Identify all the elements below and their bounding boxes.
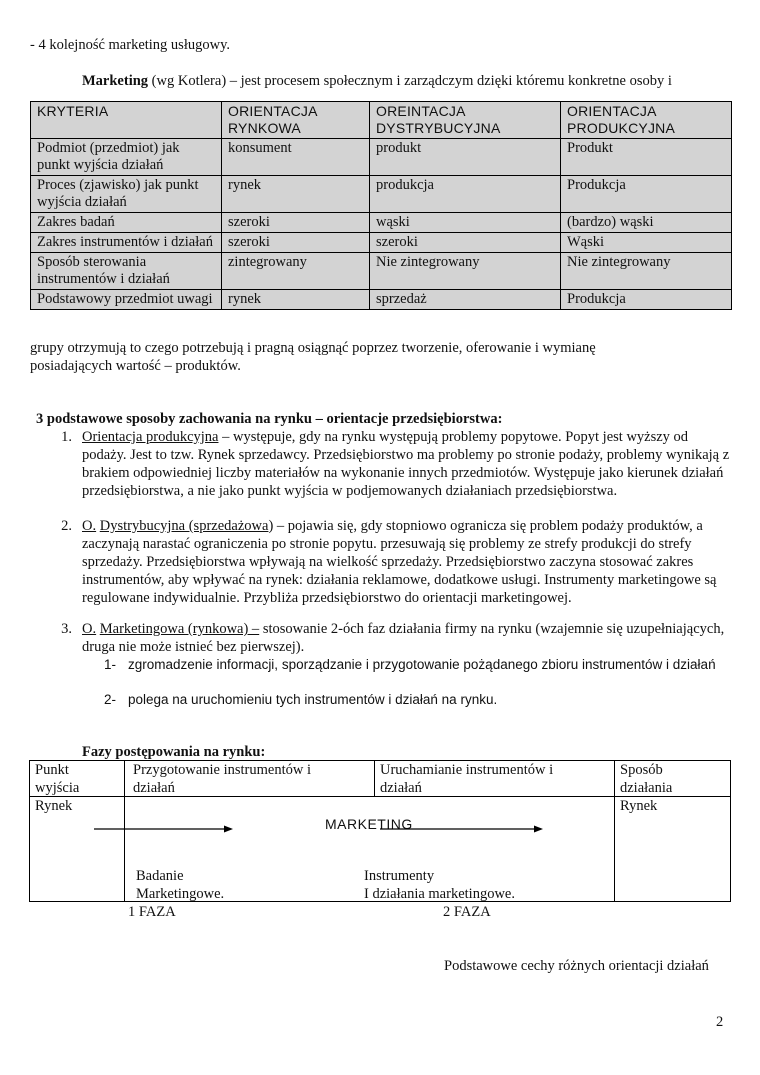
table-caption: Podstawowe cechy różnych orientacji działań bbox=[444, 958, 709, 974]
phases-header-method: Sposób działania bbox=[620, 762, 673, 796]
criteria-value-cell: Produkt bbox=[561, 139, 732, 176]
arrow-head-right bbox=[534, 826, 543, 833]
criteria-label-cell: Podstawowy przedmiot uwagi bbox=[31, 290, 222, 310]
criteria-header-cell: KRYTERIA bbox=[31, 102, 222, 139]
phases-header-prepare: Przygotowanie instrumentów i działań bbox=[133, 762, 312, 796]
criteria-value-cell: produkt bbox=[370, 139, 561, 176]
criteria-label-cell: Sposób sterowania instrumentów i działań bbox=[31, 253, 222, 290]
definition-continuation-1: grupy otrzymują to czego potrzebują i pragną osiągnąć poprzez tworzenie, oferowanie i wymianę bbox=[30, 340, 596, 356]
list-item-underlined: Dystrybucyjna (sprzedażowa bbox=[99, 518, 269, 534]
phase-1-label: 1 FAZA bbox=[128, 904, 176, 920]
list-item-text: ) – pojawia się, gdy stopniowo ogranicza się problem podaży produktów, a zaczynają narastać ograniczenia po stronie popytu. przesuwają się problemy ze strefy produkcji do strefy sprzedaży. Przedsiębiorstwa wpływają na wielkość sprzedaży. Przedsiębiorstwo zaczyna stosować zakres instrumentów, aby wpływać na rynek: działania reklamowe, dodatkowe usługi. Instrumenty marketingowe są regulowane indywidualnie. Przybliża przedsiębiorstwo do orientacji marketingowej. bbox=[82, 518, 717, 606]
criteria-value-cell: (bardzo) wąski bbox=[561, 213, 732, 233]
list-item-prefix: O. bbox=[82, 518, 97, 534]
definition-term: Marketing bbox=[82, 73, 149, 89]
phase-box-research: Badanie Marketingowe. bbox=[136, 868, 225, 902]
criteria-header-cell: ORIENTACJA RYNKOWA bbox=[222, 102, 370, 139]
arrow-head-left bbox=[224, 826, 233, 833]
criteria-header-cell: ORIENTACJA PRODUKCYJNA bbox=[561, 102, 732, 139]
criteria-value-cell: rynek bbox=[222, 290, 370, 310]
list-item-underlined: Orientacja produkcyjna bbox=[82, 429, 219, 445]
criteria-value-cell: szeroki bbox=[222, 233, 370, 253]
page-number: 2 bbox=[716, 1014, 724, 1030]
phase-2-label: 2 FAZA bbox=[443, 904, 491, 920]
list-item-number: 2. bbox=[61, 518, 72, 534]
criteria-label-cell: Zakres instrumentów i działań bbox=[31, 233, 222, 253]
list-item-number: 1. bbox=[61, 429, 72, 445]
criteria-value-cell: konsument bbox=[222, 139, 370, 176]
criteria-value-cell: wąski bbox=[370, 213, 561, 233]
criteria-value-cell: Nie zintegrowany bbox=[370, 253, 561, 290]
sub-item-number: 1- bbox=[104, 657, 117, 672]
criteria-value-cell: Produkcja bbox=[561, 290, 732, 310]
criteria-value-cell: sprzedaż bbox=[370, 290, 561, 310]
definition-rest: (wg Kotlera) – jest procesem społecznym i zarządczym dzięki któremu konkretne osoby i bbox=[148, 73, 672, 89]
criteria-value-cell: zintegrowany bbox=[222, 253, 370, 290]
criteria-value-cell: rynek bbox=[222, 176, 370, 213]
phases-title: Fazy postępowania na rynku: bbox=[82, 744, 266, 760]
sub-item-text: polega na uruchomieniu tych instrumentów i działań na rynku. bbox=[128, 692, 498, 707]
criteria-value-cell: produkcja bbox=[370, 176, 561, 213]
list-item-number: 3. bbox=[61, 621, 72, 637]
phases-header-launch: Uruchamianie instrumentów i działań bbox=[380, 762, 554, 796]
criteria-header-cell: OREINTACJA DYSTRYBUCYJNA bbox=[370, 102, 561, 139]
phases-right-label: Rynek bbox=[620, 798, 658, 814]
criteria-value-cell: szeroki bbox=[222, 213, 370, 233]
section-heading: 3 podstawowe sposoby zachowania na rynku – orientacje przedsiębiorstwa: bbox=[36, 411, 503, 427]
criteria-value-cell: szeroki bbox=[370, 233, 561, 253]
list-item-prefix: O. bbox=[82, 621, 97, 637]
intro-line: - 4 kolejność marketing usługowy. bbox=[30, 37, 231, 53]
phases-header-start: Punkt wyjścia bbox=[35, 762, 80, 796]
marketing-label: MARKETING bbox=[325, 816, 413, 832]
criteria-label-cell: Zakres badań bbox=[31, 213, 222, 233]
criteria-value-cell: Wąski bbox=[561, 233, 732, 253]
criteria-value-cell: Produkcja bbox=[561, 176, 732, 213]
criteria-label-cell: Proces (zjawisko) jak punkt wyjścia działań bbox=[31, 176, 222, 213]
list-item-underlined: Marketingowa (rynkowa) – bbox=[99, 621, 260, 637]
criteria-label-cell: Podmiot (przedmiot) jak punkt wyjścia działań bbox=[31, 139, 222, 176]
definition-continuation-2: posiadających wartość – produktów. bbox=[30, 358, 241, 374]
sub-item-number: 2- bbox=[104, 692, 117, 707]
sub-item-text: zgromadzenie informacji, sporządzanie i przygotowanie pożądanego zbioru instrumentów i działań bbox=[128, 657, 716, 672]
list-item-text: – występuje, gdy na rynku występują problemy popytowe. Popyt jest wyższy od podaży. Jest to tzw. Rynek sprzedawcy. Przedsiębiorstwo ma problemy po stronie podaży, problemy wynikają z brakiem odpowiedniej liczby materiałów na wykonanie innych przedmiotów. Występuje jako kierunek działań przedsiębiorstwa, a nie jako punkt wyjścia w podjemowanych działaniach przedsiębiorstwa. bbox=[82, 429, 730, 499]
list-item-text: stosowanie 2-óch faz działania firmy na rynku (wzajemnie się uzupełniających, druga nie może istnieć bez pierwszej). bbox=[82, 621, 725, 655]
phase-box-instruments: Instrumenty I działania marketingowe. bbox=[364, 868, 515, 902]
criteria-value-cell: Nie zintegrowany bbox=[561, 253, 732, 290]
phases-left-label: Rynek bbox=[35, 798, 73, 814]
